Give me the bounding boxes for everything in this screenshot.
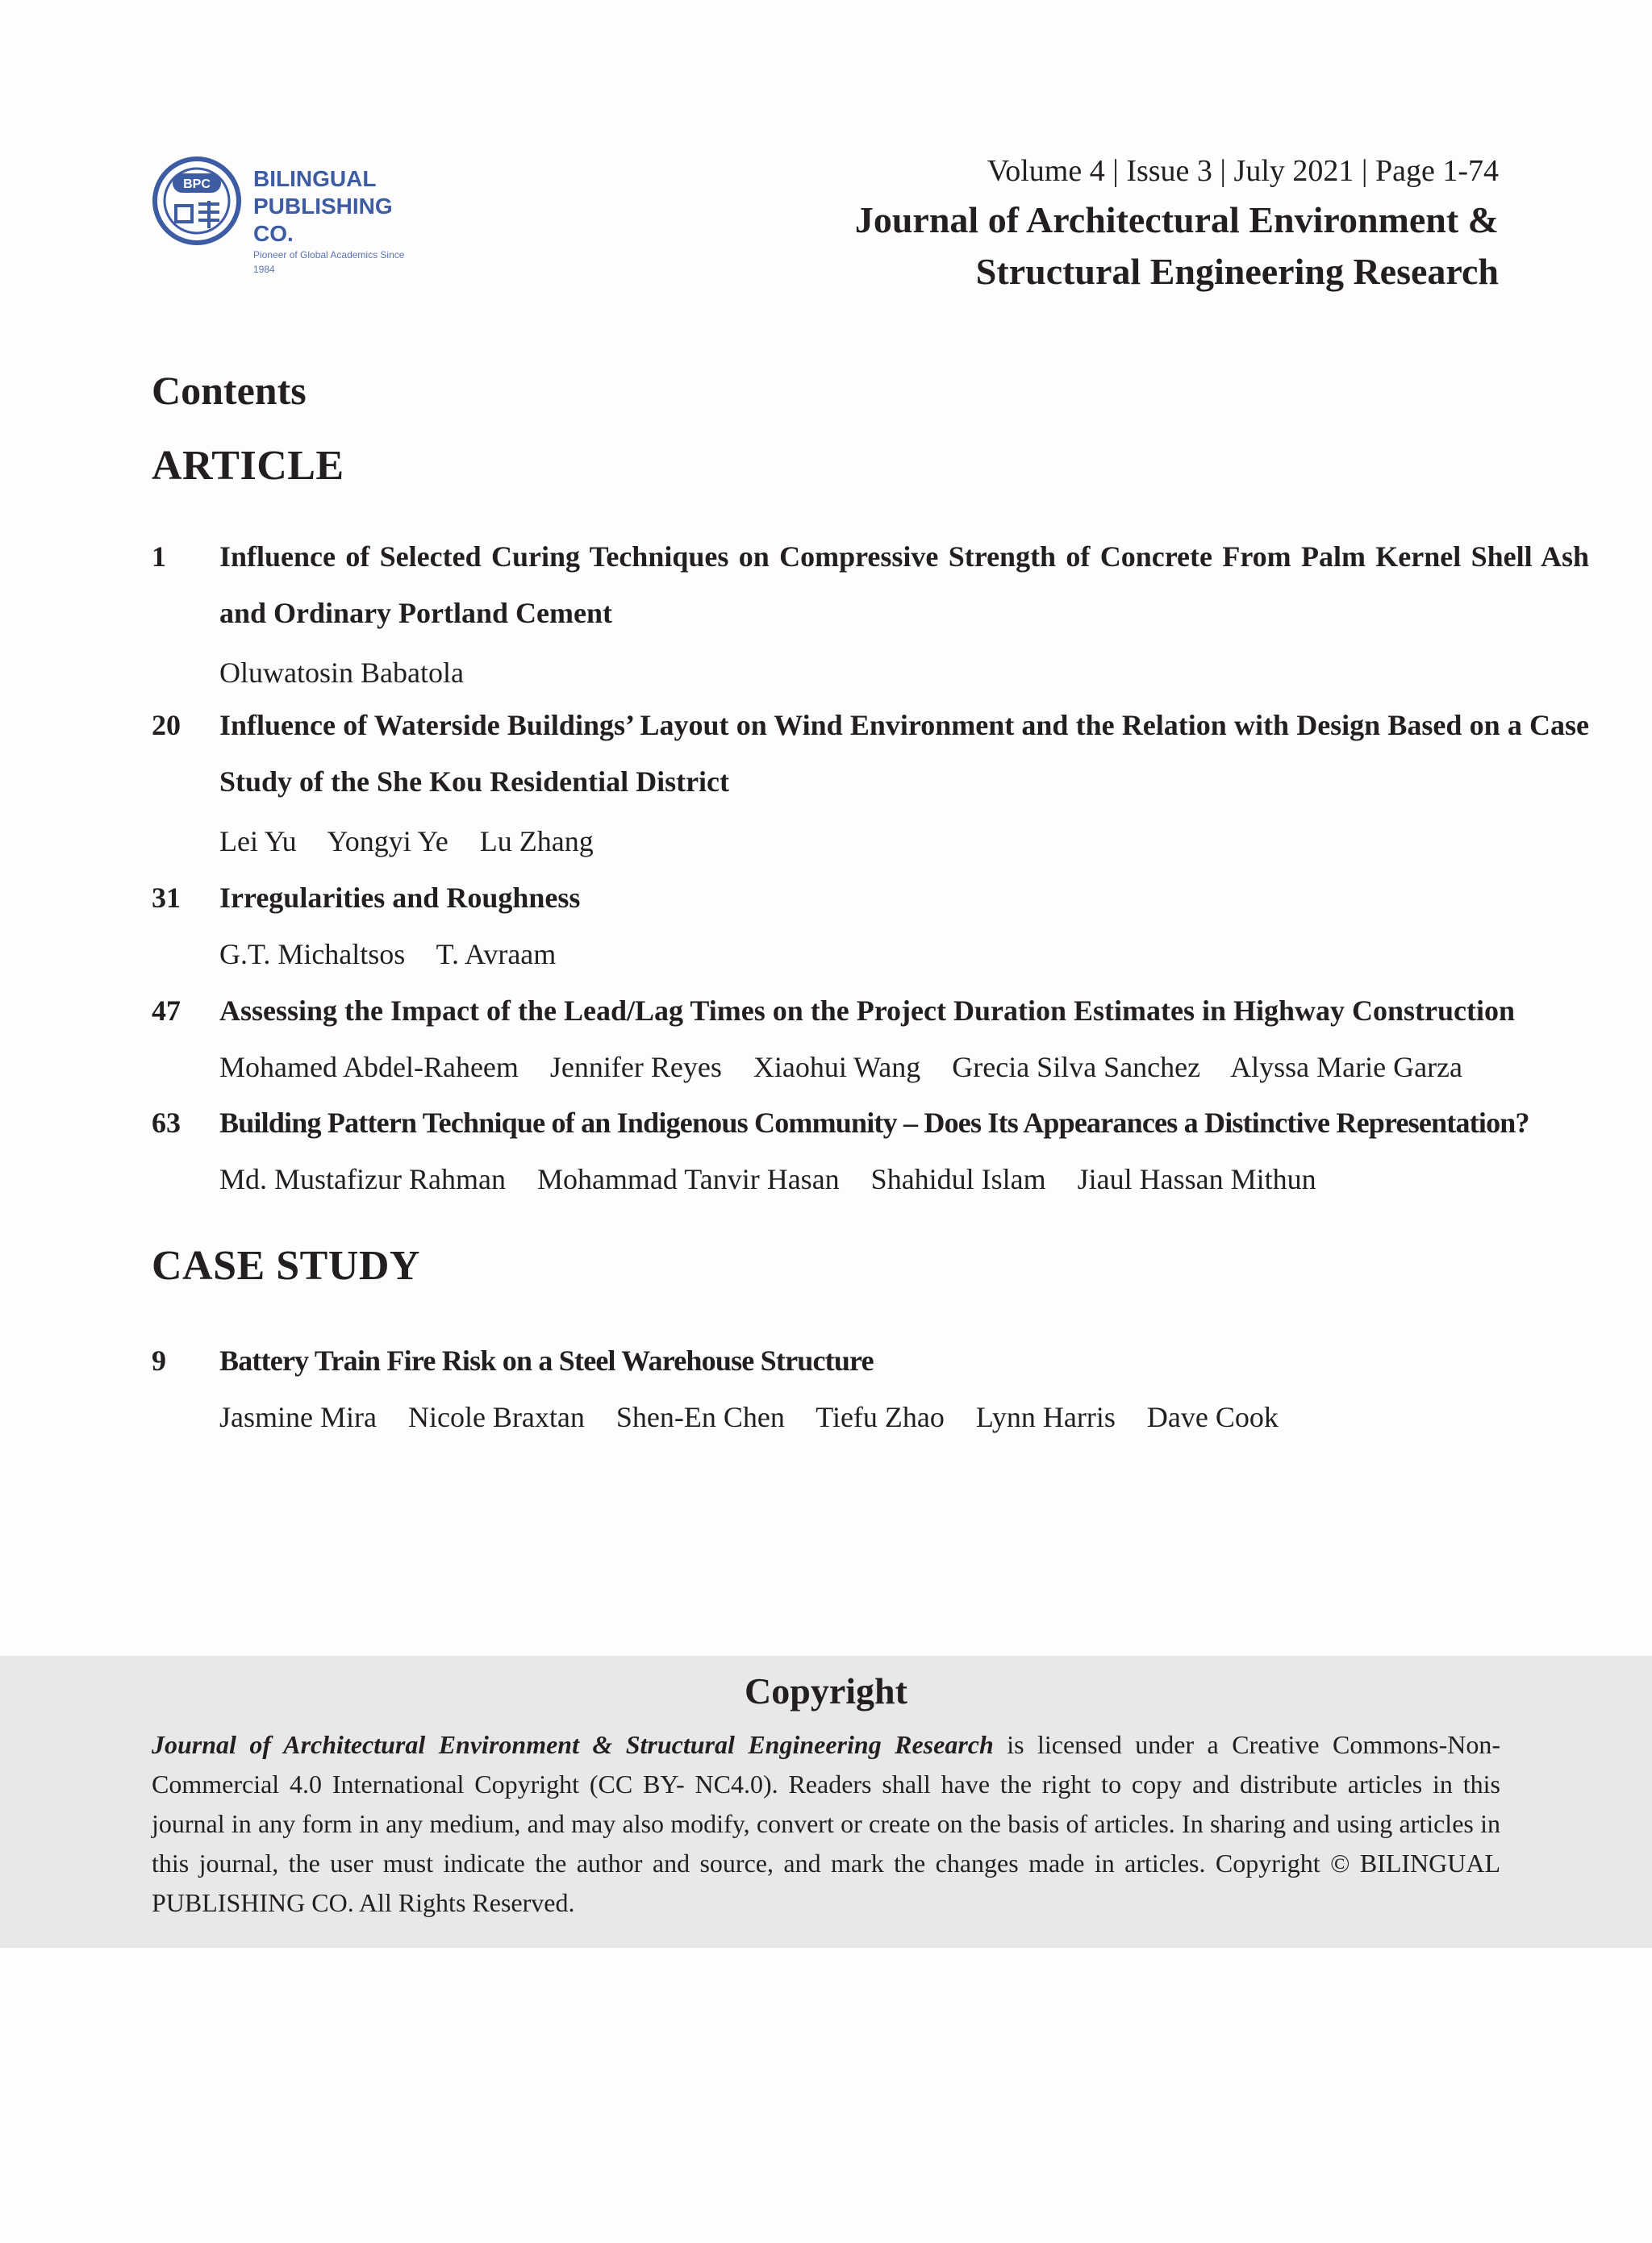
section-heading-article: ARTICLE: [152, 443, 344, 489]
author-list: [219, 644, 1589, 701]
page-number: 20: [152, 709, 181, 741]
article-title[interactable]: Influence of Waterside Buildings’ Layout on Wind Environment and the Relation with Design Based on a Case Study of the She Kou Residential District: [219, 709, 1589, 798]
author-name: Nicole Braxtan: [407, 1401, 585, 1433]
author-name: T. Avraam: [436, 938, 557, 970]
toc-entry[interactable]: [152, 1332, 1589, 1445]
toc-entry[interactable]: [152, 697, 1589, 869]
toc-entry[interactable]: [152, 869, 1589, 982]
author-name: Xiaohui Wang: [753, 1051, 921, 1083]
author-name: Lynn Harris: [975, 1401, 1116, 1433]
author-name: Alyssa Marie Garza: [1230, 1051, 1463, 1083]
publisher-logo: [152, 156, 426, 275]
author-name: Jiaul Hassan Mithun: [1077, 1163, 1316, 1195]
toc-entry[interactable]: [152, 528, 1589, 701]
author-list: [219, 813, 1589, 869]
author-name: Mohamed Abdel-Raheem: [219, 1051, 519, 1083]
article-title[interactable]: Building Pattern Technique of an Indigenous Community – Does Its Appearances a Distinctive Representation?: [219, 1107, 1529, 1139]
article-title[interactable]: Battery Train Fire Risk on a Steel Warehouse Structure: [219, 1345, 874, 1377]
section-heading-case-study: CASE STUDY: [152, 1243, 420, 1289]
author-name: Yongyi Ye: [327, 825, 448, 857]
brand-name-line1: BILINGUAL: [253, 166, 377, 191]
page-number: 9: [152, 1345, 166, 1377]
copyright-journal-name: Journal of Architectural Environment & Structural Engineering Research: [152, 1730, 994, 1759]
author-list: [219, 1039, 1589, 1095]
toc-entry[interactable]: [152, 982, 1589, 1095]
page-number: 1: [152, 540, 166, 573]
author-name: Tiefu Zhao: [816, 1401, 945, 1433]
journal-header: [855, 148, 1499, 298]
author-name: Jasmine Mira: [219, 1401, 377, 1433]
article-title[interactable]: Assessing the Impact of the Lead/Lag Times on the Project Duration Estimates in Highway Construction: [219, 994, 1516, 1027]
issue-meta: Volume 4 | Issue 3 | July 2021 | Page 1-74: [987, 154, 1499, 188]
author-name: Grecia Silva Sanchez: [952, 1051, 1201, 1083]
author-list: [219, 1151, 1589, 1207]
brand-name-line2: PUBLISHING CO.: [253, 194, 393, 246]
page-number: 31: [152, 882, 181, 914]
author-name: Dave Cook: [1146, 1401, 1279, 1433]
author-name: G.T. Michaltsos: [219, 938, 406, 970]
copyright-text: [152, 1725, 1500, 1923]
emblem-text: BPC: [183, 177, 211, 191]
author-name: Mohammad Tanvir Hasan: [536, 1163, 840, 1195]
page-number: 63: [152, 1107, 181, 1139]
article-title[interactable]: Irregularities and Roughness: [219, 882, 581, 914]
author-list: [219, 1389, 1589, 1445]
author-name: Oluwatosin Babatola: [219, 657, 464, 689]
author-name: Lei Yu: [219, 825, 297, 857]
toc-entry[interactable]: [152, 1094, 1589, 1207]
author-list: [219, 926, 1589, 982]
author-name: Lu Zhang: [479, 825, 594, 857]
page-number: 47: [152, 994, 181, 1027]
copyright-body: is licensed under a Creative Commons-Non-Commercial 4.0 International Copyright (CC BY- NC4.0). Readers shall have the right to copy and distribute articles in this journal in any form in any medium, and may also modify, convert or create on the basis of articles. In sharing and using articles in this journal, the user must indicate the author and source, and mark the changes made in articles. Copyright © BILINGUAL PUBLISHING CO. All Rights Reserved.: [152, 1730, 1501, 1917]
journal-title-line2: Structural Engineering Research: [975, 251, 1499, 292]
brand-tagline: Pioneer of Global Academics Since 1984: [253, 249, 405, 275]
contents-heading: Contents: [152, 368, 307, 413]
author-name: Jennifer Reyes: [549, 1051, 722, 1083]
journal-title-line1: Journal of Architectural Environment &: [854, 199, 1499, 240]
author-name: Shahidul Islam: [870, 1163, 1046, 1195]
author-name: Shen-En Chen: [615, 1401, 785, 1433]
author-name: Md. Mustafizur Rahman: [219, 1163, 506, 1195]
article-title[interactable]: Influence of Selected Curing Techniques on Compressive Strength of Concrete From Palm Kernel Shell Ash and Ordinary Portland Cement: [219, 540, 1589, 629]
bpc-emblem-icon: [152, 156, 242, 246]
copyright-title: Copyright: [745, 1670, 907, 1711]
